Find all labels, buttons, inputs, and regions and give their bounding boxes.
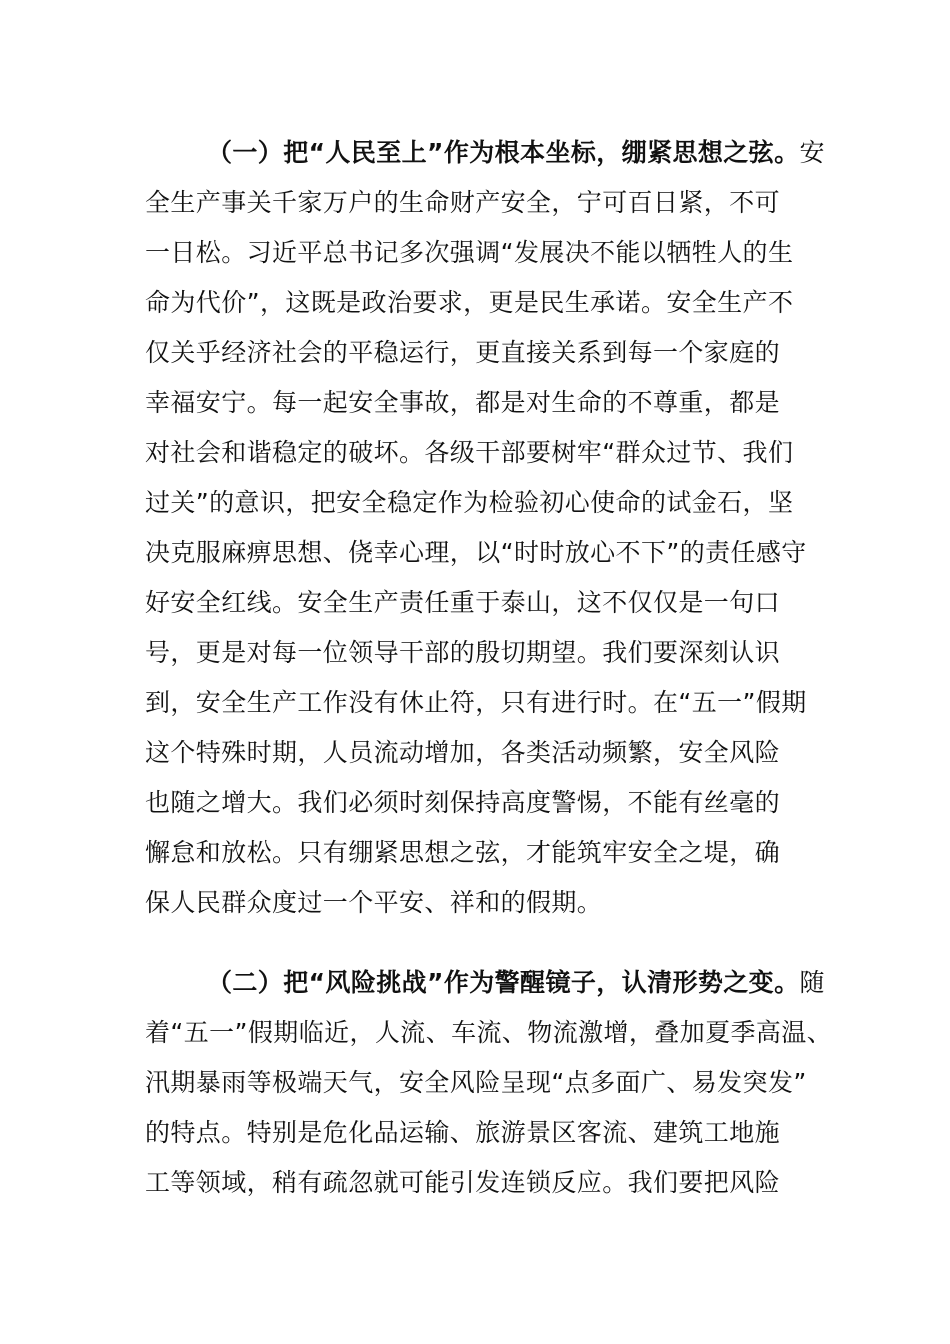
section-heading: （二）把“风险挑战”作为警醒镜子，认清形势之变。: [207, 968, 800, 997]
paragraph-line: [145, 958, 825, 1008]
line-text: 随: [799, 968, 825, 997]
paragraph-line: 着“五一”假期临近，人流、车流、物流激增，叠加夏季高温、: [145, 1018, 833, 1047]
paragraph-line: 这个特殊时期，人员流动增加，各类活动频繁，安全风险: [145, 738, 781, 767]
paragraph-line: 保人民群众度过一个平安、祥和的假期。: [145, 888, 603, 917]
paragraph-line: [145, 128, 825, 178]
paragraph-line: 对社会和谐稳定的破坏。各级干部要树牢“群众过节、我们: [145, 438, 794, 467]
paragraph-2: [145, 958, 833, 1208]
paragraph-line: 工等领域，稍有疏忽就可能引发连锁反应。我们要把风险: [145, 1168, 781, 1197]
line-text: 安: [799, 138, 825, 167]
paragraph-line: 全生产事关千家万户的生命财产安全，宁可百日紧，不可: [145, 188, 781, 217]
paragraph-line: 好安全红线。安全生产责任重于泰山，这不仅仅是一句口: [145, 588, 781, 617]
paragraph-line: 一日松。习近平总书记多次强调“发展决不能以牺牲人的生: [145, 238, 794, 267]
paragraph-line: 命为代价”，这既是政治要求，更是民生承诺。安全生产不: [145, 288, 794, 317]
paragraph-line: 过关”的意识，把安全稳定作为检验初心使命的试金石，坚: [145, 488, 794, 517]
paragraph-line: 到，安全生产工作没有休止符，只有进行时。在“五一”假期: [145, 688, 807, 717]
paragraph-line: 懈怠和放松。只有绷紧思想之弦，才能筑牢安全之堤，确: [145, 838, 781, 867]
paragraph-line: 决克服麻痹思想、侥幸心理，以“时时放心不下”的责任感守: [145, 538, 807, 567]
paragraph-line: 的特点。特别是危化品运输、旅游景区客流、建筑工地施: [145, 1118, 781, 1147]
paragraph-line: 号，更是对每一位领导干部的殷切期望。我们要深刻认识: [145, 638, 781, 667]
paragraph-line: 汛期暴雨等极端天气，安全风险呈现“点多面广、易发突发”: [145, 1068, 807, 1097]
paragraph-line: 仅关乎经济社会的平稳运行，更直接关系到每一个家庭的: [145, 338, 781, 367]
section-heading: （一）把“人民至上”作为根本坐标，绷紧思想之弦。: [207, 138, 800, 167]
paragraph-line: 幸福安宁。每一起安全事故，都是对生命的不尊重，都是: [145, 388, 781, 417]
paragraph-1: [145, 128, 825, 928]
paragraph-line: 也随之增大。我们必须时刻保持高度警惕，不能有丝毫的: [145, 788, 781, 817]
